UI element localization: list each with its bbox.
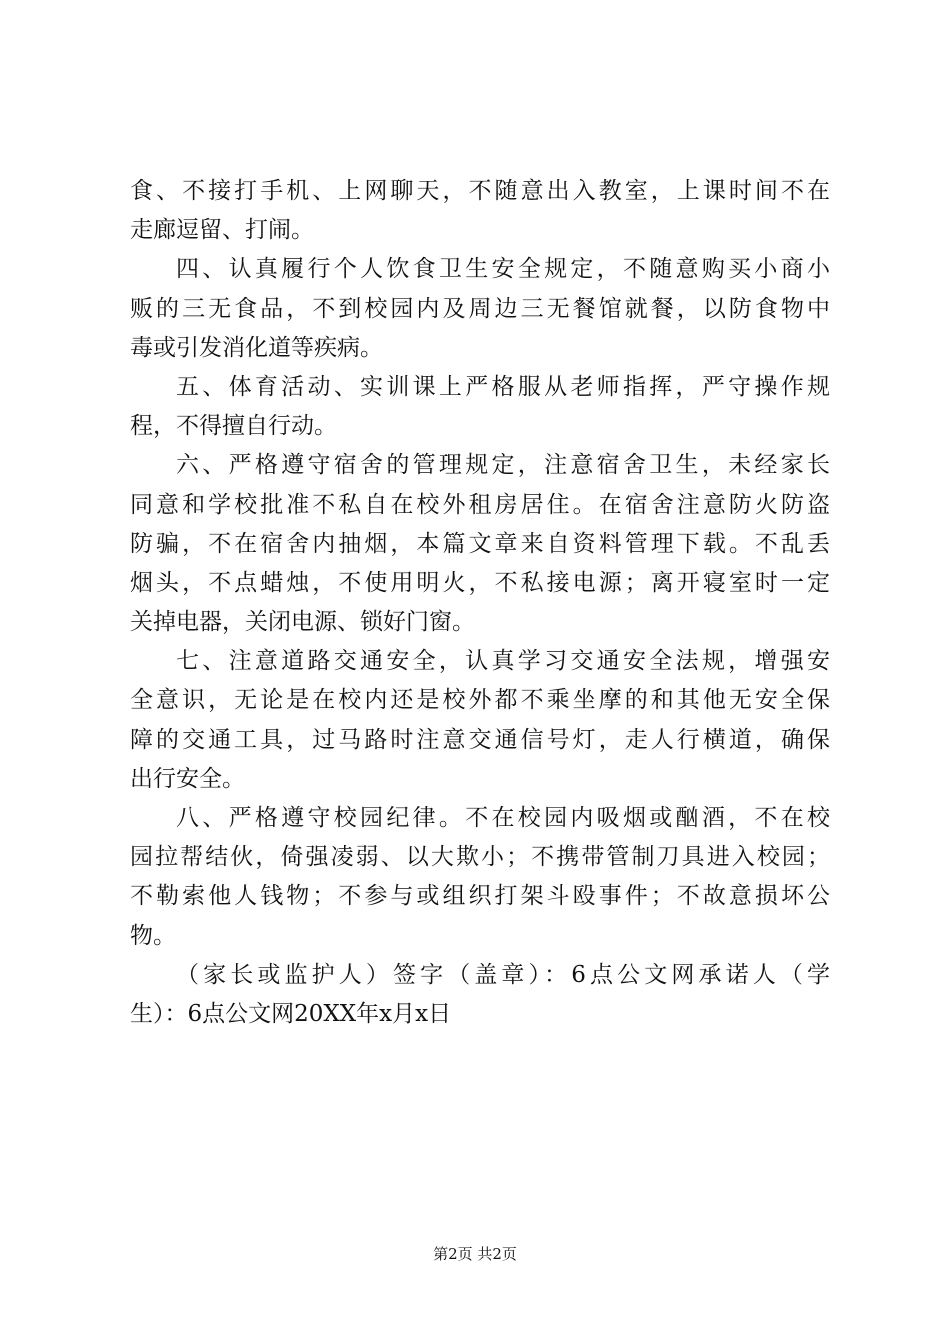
text-line: 程，不得擅自行动。 (130, 413, 337, 440)
text-line: 四、认真履行个人饮食卫生安全规定，不随意购买小商小 (176, 256, 830, 283)
text-line: 同意和学校批准不私自在校外租房居住。在宿舍注意防火防盗 (130, 491, 830, 518)
text-line: 走廊逗留、打闹。 (130, 217, 314, 244)
text-line: 生）：6点公文网20XX年x月x日 (130, 1000, 452, 1027)
text-line: 食、不接打手机、上网聊天，不随意出入教室，上课时间不在 (130, 178, 830, 204)
text-line: 防骗，不在宿舍内抽烟，本篇文章来自资料管理下载。不乱丢 (130, 530, 830, 557)
page-footer: 第2页 共2页 (433, 1245, 517, 1263)
text-line: （家长或监护人）签字（盖章）：6点公文网承诺人（学 (176, 961, 830, 988)
text-line: 全意识，无论是在校内还是校外都不乘坐摩的和其他无安全保 (130, 687, 830, 714)
text-line: 关掉电器，关闭电源、锁好门窗。 (130, 609, 475, 636)
text-line: 不勒索他人钱物；不参与或组织打架斗殴事件；不故意损坏公 (130, 883, 830, 910)
text-line: 八、严格遵守校园纪律。不在校园内吸烟或酗酒，不在校 (176, 805, 830, 831)
document-body (130, 172, 830, 1034)
text-line: 贩的三无食品，不到校园内及周边三无餐馆就餐，以防食物中 (130, 295, 830, 322)
text-line: 出行安全。 (130, 765, 245, 792)
text-line: 五、体育活动、实训课上严格服从老师指挥，严守操作规 (176, 373, 830, 400)
text-line: 七、注意道路交通安全，认真学习交通安全法规，增强安 (176, 648, 830, 675)
text-line: 烟头，不点蜡烛，不使用明火，不私接电源；离开寝室时一定 (130, 569, 830, 596)
text-line: 园拉帮结伙，倚强凌弱、以大欺小；不携带管制刀具进入校园； (130, 844, 830, 871)
text-line: 毒或引发消化道等疾病。 (130, 334, 383, 361)
text-line: 六、严格遵守宿舍的管理规定，注意宿舍卫生，未经家长 (176, 452, 830, 479)
text-line: 物。 (130, 922, 176, 949)
text-line: 障的交通工具，过马路时注意交通信号灯，走人行横道，确保 (130, 726, 830, 753)
